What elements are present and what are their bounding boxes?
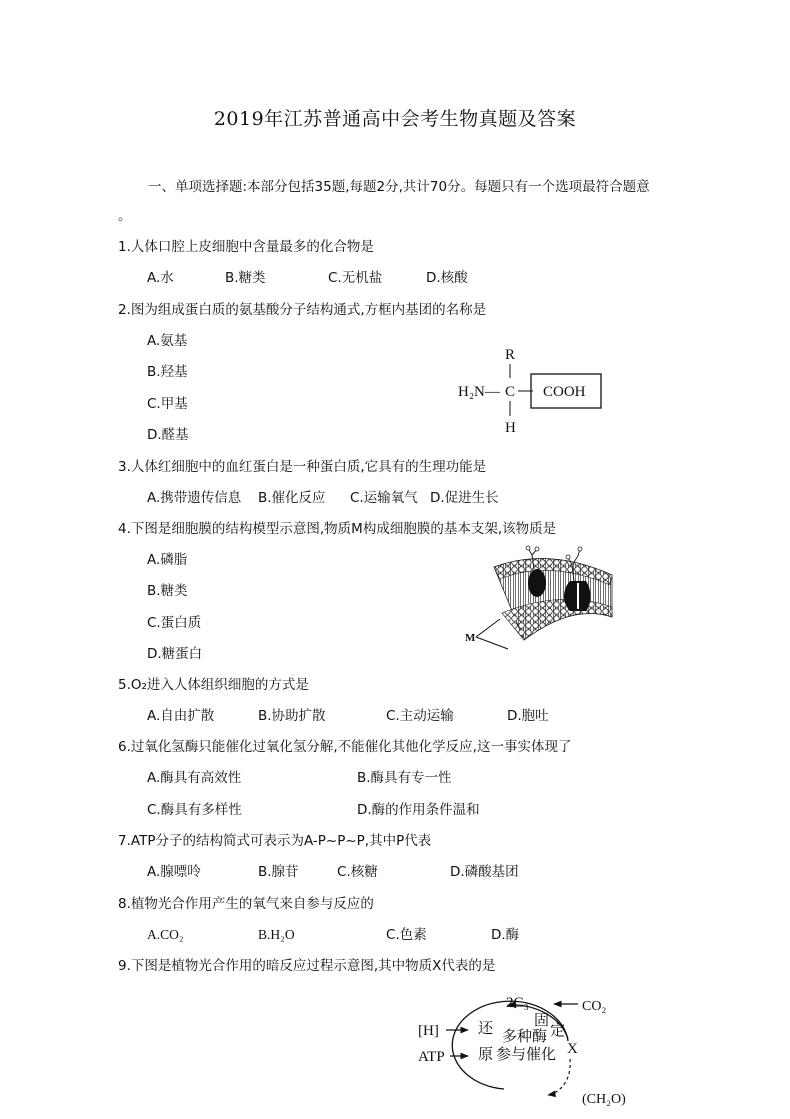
question-option: D.磷酸基团 — [450, 864, 519, 880]
co2-label: CO₂ — [582, 999, 607, 1014]
enzyme-label: 多种酶 — [502, 1029, 548, 1045]
question-option: D.核酸 — [426, 270, 468, 286]
question-stem: 5.O₂进入人体组织细胞的方式是 — [118, 677, 309, 693]
dashed-arrow — [548, 1059, 570, 1095]
question-option: A.自由扩散 — [147, 708, 215, 724]
question-option: B.羟基 — [147, 364, 188, 380]
question-option: B.酶具有专一性 — [357, 770, 452, 786]
question-option: B.协助扩散 — [258, 708, 326, 724]
membrane-protein — [528, 569, 546, 597]
page-title: 2019年江苏普通高中会考生物真题及答案 — [213, 108, 577, 130]
question-option: C.运输氧气 — [350, 490, 418, 506]
question-option: D.醛基 — [147, 427, 189, 443]
question-option: D.酶 — [491, 927, 520, 943]
question-stem: 7.ATP分子的结构简式可表示为A-P~P~P,其中P代表 — [118, 833, 432, 849]
reduction-label: 原 — [478, 1047, 494, 1063]
h-label: [H] — [418, 1023, 439, 1039]
pointer-line — [476, 619, 500, 637]
question-stem: 4.下图是细胞膜的结构模型示意图,物质M构成细胞膜的基本支架,该物质是 — [118, 521, 557, 537]
question-option: A.磷脂 — [147, 552, 188, 568]
question-option: A.酶具有高效性 — [147, 770, 242, 786]
question-option: A.腺嘌呤 — [147, 864, 201, 880]
section-heading-continuation: 。 — [118, 208, 132, 224]
question-option: C.色素 — [386, 927, 427, 943]
c3-label: 2C₃ — [506, 995, 529, 1011]
question-option: A.CO₂ — [147, 927, 184, 942]
cycle-arc — [452, 1001, 568, 1089]
question-option: B.催化反应 — [258, 490, 326, 506]
amino-group-label: H₂N— — [458, 384, 500, 400]
question-stem: 6.过氧化氢酶只能催化过氧化氢分解,不能催化其他化学反应,这一事实体现了 — [118, 739, 572, 755]
question-stem: 2.图为组成蛋白质的氨基酸分子结构通式,方框内基团的名称是 — [118, 302, 487, 318]
question-option: C.核糖 — [337, 864, 378, 880]
fixation-label: 固 — [534, 1013, 550, 1029]
fixation-label: 定 — [550, 1023, 566, 1039]
question-option: A.水 — [147, 270, 174, 286]
question-option: D.糖蛋白 — [147, 646, 203, 662]
dark-reaction-diagram — [410, 985, 640, 1115]
question-option: C.甲基 — [147, 396, 188, 412]
question-option: B.糖类 — [225, 270, 266, 286]
question-option: C.酶具有多样性 — [147, 802, 242, 818]
section-heading: 一、单项选择题:本部分包括35题,每题2分,共计70分。每题只有一个选项最符合题意 — [148, 179, 650, 195]
question-option: A.携带遗传信息 — [147, 490, 242, 506]
question-stem: 9.下图是植物光合作用的暗反应过程示意图,其中物质X代表的是 — [118, 958, 496, 974]
r-group-label: R — [505, 347, 516, 363]
question-option: C.蛋白质 — [147, 615, 202, 631]
reduction-label: 还 — [478, 1021, 494, 1037]
amino-acid-formula-figure — [455, 340, 615, 440]
question-option: D.酶的作用条件温和 — [357, 802, 480, 818]
question-option: C.无机盐 — [328, 270, 383, 286]
central-carbon-label: C — [505, 384, 516, 400]
question-option: D.促进生长 — [430, 490, 499, 506]
question-option: B.糖类 — [147, 583, 188, 599]
question-option: C.主动运输 — [386, 708, 454, 724]
hydrogen-label: H — [505, 420, 516, 436]
atp-label: ATP — [418, 1049, 445, 1065]
question-option: D.胞吐 — [507, 708, 549, 724]
question-stem: 1.人体口腔上皮细胞中含量最多的化合物是 — [118, 239, 374, 255]
question-stem: 8.植物光合作用产生的氧气来自参与反应的 — [118, 896, 374, 912]
question-option: B.H₂O — [258, 927, 295, 942]
carboxyl-group-label: COOH — [543, 384, 586, 400]
question-option: A.氨基 — [147, 333, 188, 349]
pointer-line — [476, 637, 508, 649]
cell-membrane-figure — [462, 545, 622, 660]
question-stem: 3.人体红细胞中的血红蛋白是一种蛋白质,它具有的生理功能是 — [118, 459, 487, 475]
x-label: X — [567, 1041, 578, 1057]
question-option: B.腺苷 — [258, 864, 299, 880]
m-label: M — [465, 632, 476, 644]
enzyme-label: 参与催化 — [496, 1047, 557, 1063]
carbohydrate-label: (CH₂O) — [582, 1092, 626, 1107]
